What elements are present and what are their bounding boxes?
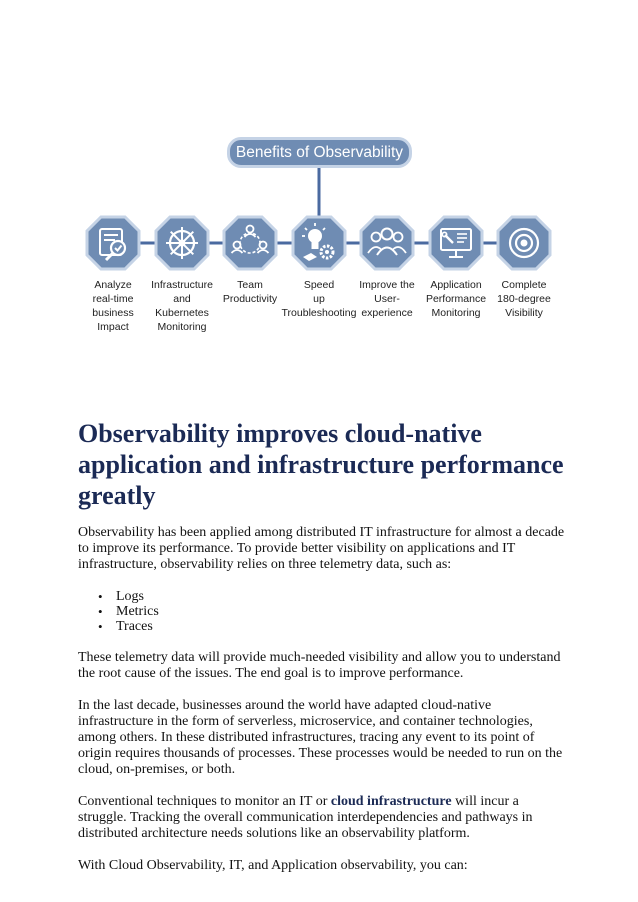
benefit-label-team: Team Productivity [222,279,278,305]
cloud-infrastructure-link[interactable]: cloud infrastructure [330,794,452,809]
intro-paragraph: Observability has been applied among distributed IT infrastructure for almost a decade to improve its performance. To provide better visibility on applications and IT infrastructure, observability relies on three telemetry data, such as: [78,525,565,572]
benefit-node-troubleshooting [291,215,347,271]
conventional-text-end: will incur a struggle. Tracking the overall communication interdependencies and pathways in distributed architecture needs solutions like an observability platform. [78,794,533,841]
team-icon [222,215,278,271]
benefits-diagram [0,0,638,380]
benefit-label-troubleshooting: Speed up Troubleshooting [281,279,357,319]
cloud-native-paragraph: In the last decade, businesses around the world have adapted cloud-native infrastructure in the form of serverless, microservice, and container technologies, among others. In these distributed infrastructures, tracing any event to its point of origin requires thousands of processes. These processes would be needed to run on the cloud, on-premises, or both. [78,698,563,777]
business-impact-icon [85,215,141,271]
diagram-title: Benefits of Observability [227,137,412,168]
users-group-icon [359,215,415,271]
lightbulb-gears-icon [291,215,347,271]
list-item: • Metrics [116,604,566,619]
closing-paragraph: With Cloud Observability, IT, and Application observability, you can: [78,858,468,873]
benefit-label-apm: Application Performance Monitoring [425,279,487,319]
conventional-techniques-paragraph [78,794,566,842]
benefit-node-kubernetes [154,215,210,271]
benefit-label-user-experience: Improve the User- experience [359,279,415,319]
monitor-tools-icon [428,215,484,271]
benefit-label-business-impact: Analyze real-time business Impact [92,279,134,333]
benefit-node-business-impact [85,215,141,271]
visibility-paragraph: These telemetry data will provide much-needed visibility and allow you to understand the root cause of the issues. The end goal is to improve performance. [78,650,561,681]
conventional-text-start: Conventional techniques to monitor an IT or [78,794,331,809]
kubernetes-helm-icon [154,215,210,271]
telemetry-list [78,589,566,634]
benefit-label-kubernetes: Infrastructure and Kubernetes Monitoring [151,279,213,333]
benefit-node-user-experience [359,215,415,271]
benefit-node-apm [428,215,484,271]
benefit-node-team [222,215,278,271]
list-item: • Traces [116,619,566,634]
article-heading: Observability improves cloud-native application and infrastructure performance greatly [78,419,564,510]
article-body [78,418,566,890]
list-item: • Logs [116,589,566,604]
eye-icon [496,215,552,271]
benefit-node-visibility [496,215,552,271]
benefit-label-visibility: Complete 180-degree Visibility [497,279,551,319]
